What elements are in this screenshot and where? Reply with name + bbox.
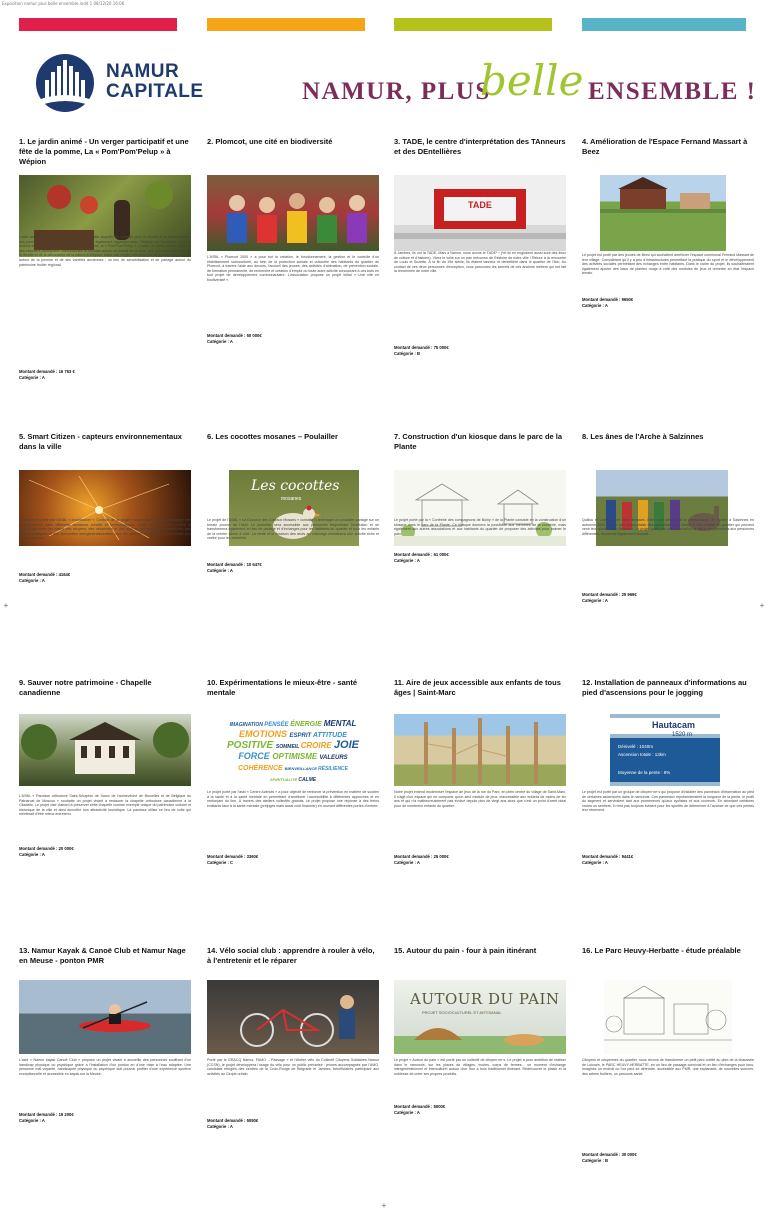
project-category: Catégorie : A <box>582 598 608 603</box>
project-photo-tade <box>394 175 566 251</box>
amount-label: Montant demandé : <box>19 369 58 374</box>
project-category: Catégorie : A <box>207 568 233 573</box>
amount-value: 61 000€ <box>433 552 449 557</box>
crop-mark-icon: + <box>759 601 765 610</box>
project-photo-wordcloud <box>225 714 361 786</box>
wordcloud-word: ATTITUDE <box>312 732 347 739</box>
sign-title: Hautacam <box>652 720 696 730</box>
project-category: Catégorie : A <box>582 303 608 308</box>
amount-value: 4164€ <box>58 572 71 577</box>
project-description: Citoyens et citoyennes du quartier, nous rêvons de transformer un petit parc oublié au pied de la chaussée de Louvain, le PARC HEUVY-HERBATTE, en un lieu de passage convivial et un lieu d'échanges pour tous. Imaginez un endroit où l'on peut se détendre, accessible aux PMR, une esplanade, de nouvelles sources, des arbres fruitiers, un parcours santé. <box>582 1058 754 1076</box>
amount-label: Montant demandé : <box>582 592 621 597</box>
project-category: Catégorie : A <box>19 375 45 380</box>
amount-value: 9650€ <box>621 297 634 302</box>
project-card-8 <box>582 432 754 682</box>
project-title: 1. Le jardin animé - Un verger participatif et une fête de la pomme, La « Pom'Pom'Pelup » à Wépion <box>19 137 189 166</box>
logo-line-namur: NAMUR <box>106 61 180 82</box>
wordcloud-word: COHÉRENCE <box>237 765 285 772</box>
amount-value: 25 969€ <box>621 592 637 597</box>
word-cloud <box>225 714 361 786</box>
kayak-icon <box>19 980 191 1054</box>
project-card-1 <box>19 137 191 407</box>
project-category: Catégorie : A <box>394 558 420 563</box>
project-photo-velo <box>207 980 379 1054</box>
project-title: 16. Le Parc Heuvy-Herbatte - étude préalable <box>582 946 741 955</box>
pain-title: AUTOUR DU PAIN <box>410 990 560 1008</box>
amount-value: 3360€ <box>246 854 259 859</box>
children-group-icon <box>207 175 379 251</box>
amount-value: 9441€ <box>621 854 634 859</box>
project-title: 4. Amélioration de l'Espace Fernand Massart à Beez <box>582 137 748 156</box>
project-card-10 <box>207 678 379 918</box>
wordcloud-word: PENSÉE <box>264 722 291 728</box>
wordcloud-word: ÉNERGIE <box>290 721 324 728</box>
wordcloud-word: CROIRE <box>300 741 334 750</box>
wordcloud-word: CALME <box>298 777 317 783</box>
amount-value: 5000€ <box>433 1104 446 1109</box>
project-card-3 <box>394 137 566 407</box>
amount-value: 5050€ <box>246 1118 259 1123</box>
project-description: Notre projet entend moderniser l'espace de jeux de la rue du Parc, en plein centre du village de Saint-Marc. Il s'agit d'un espace qui ne comporte qu'un seul module de jeux, inaccessible aux enfants de moins de six ans et qui n'a malheureusement pas évolué depuis plus de vingt ans alors que c'est un point d'arrêt idéal pour de nombreux enfants du quartier. <box>394 790 566 808</box>
pain-subtitle: PROJET SOCIOCULTUREL ET ARTISANAL <box>422 1010 502 1015</box>
amount-label: Montant demandé : <box>207 854 246 859</box>
sign-line-1: Dénivelé : 1040m <box>618 744 654 749</box>
project-description: À Jambes, ils ont la TADE. Mais à Namur, nous avons le TADE* ! (*et ils en englobent aussi sont des lieux de culture et d'histoire). Vivez le voile sur un pan méconnu de l'histoire de notre ville ! Retour à la rencontre de Louis et Suzette. À la fin du 19e siècle, ils étaient tanneur et dentellière dans le quartier de l'Ilon. Au contact de ces deux personnes d'exception, vous parcourez les secrets de ces anciens métiers qui ont fait la renommée de notre ville. <box>394 251 566 274</box>
project-category: Catégorie : A <box>207 1124 233 1129</box>
project-photo-playground <box>394 714 566 786</box>
project-title: 2. Plomcot, une cité en biodiversité <box>207 137 333 146</box>
amount-value: 19 200€ <box>58 1112 74 1117</box>
amount-label: Montant demandé : <box>582 1152 621 1157</box>
project-title: 13. Namur Kayak & Canoë Club et Namur Nage en Meuse - ponton PMR <box>19 946 186 965</box>
project-title: 9. Sauver notre patrimoine - Chapelle canadienne <box>19 678 152 697</box>
project-card-12 <box>582 678 754 918</box>
wordcloud-word: JOIE <box>333 739 359 751</box>
wordcloud-word: SOMMEIL <box>275 744 301 750</box>
project-photo-chapelle <box>19 714 191 786</box>
project-title: 14. Vélo social club : apprendre à rouler à vélo, à l'entretenir et le réparer <box>207 946 375 965</box>
wordcloud-word: EMOTIONS <box>239 729 290 739</box>
project-title: 10. Expérimentations le mieux-être - santé mentale <box>207 678 358 697</box>
project-card-7 <box>394 432 566 682</box>
project-description: L'ASBL « Plomcot 2000 » a pour but la création, le fonctionnement, la gestion et le contrôle d'un établissement socioculturel, au sein de la protection sociale et culturelle des habitants du quartier de Plomcot, à travers l'aide aux devoirs, l'accueil des jeunes, des activités d'animation, de prévention sociale, de formation permanente, de recherche et création d'emploi ou toute autre activité concourant à ces buts en tout projet de développement communautaire. L'association propose un projet initial « Une cité en biodiversité ». <box>207 255 379 282</box>
project-category: Catégorie : A <box>207 339 233 344</box>
tade-sign: TADE <box>468 200 492 210</box>
amount-label: Montant demandé : <box>207 1118 246 1123</box>
wordcloud-word: IMAGINATION <box>229 722 265 728</box>
project-title: 5. Smart Citizen - capteurs environnementaux dans la ville <box>19 432 182 451</box>
project-card-9 <box>19 678 191 918</box>
sign-line-2: Ascension totale : 13km <box>618 752 666 757</box>
project-card-2 <box>207 137 379 407</box>
project-category: Catégorie : A <box>394 1110 420 1115</box>
wordcloud-word: FORCE <box>238 751 273 761</box>
amount-label: Montant demandé : <box>394 854 433 859</box>
slogan <box>300 56 757 132</box>
amount-value: 75 000€ <box>433 345 449 350</box>
project-photo-plomcot <box>207 175 379 251</box>
amount-label: Montant demandé : <box>207 333 246 338</box>
wordcloud-word: OPTIMISME <box>272 752 320 761</box>
wordcloud-word: MENTAL <box>323 719 357 728</box>
amount-label: Montant demandé : <box>19 846 58 851</box>
project-card-16 <box>582 946 754 1196</box>
project-description: L'ASBL « Paroisse orthodoxe Saint-Séraphin de Sarov de l'archevêché de Bruxelles et de Belgique du Patriarcat de Moscou » souhaite un projet visant à restaurer la chapelle orthodoxe canadienne à la Citadelle. Le projet vise d'abord à préserver cette chapelle comme exemple unique du patrimoine culturel et historique de la ville et ainsi accroître son attractivité touristique. La paroisse utilise ce lieu de culte qui mériterait d'être mieux entretenu. <box>19 794 191 817</box>
sign-altitude: 1520 m <box>672 732 693 738</box>
project-title: 7. Construction d'un kiosque dans le parc de la Plante <box>394 432 563 451</box>
amount-label: Montant demandé : <box>19 1112 58 1117</box>
color-bar-orange <box>207 18 365 31</box>
project-description: L'asbl wépionnaise « Le Jardin animé » souhaite acquérir du matériel pour la récolte et la transformation des pommes du verger. L'association scolaire également organiser avec "Wépion en Transition" d'autres actions et activités locales, une fête de la pomme, la « Pom'Pom'Pelup ». L'asbl, Le Jardin Animé organise des chantiers participatifs intersectoriels et inclusifs autour du travail de la terre, des soins aux animaux, de la récolte et de la découverte de la nature à Wépion. Dans son verger, elle accueille de jeunes de tous âges autour de la pomme et de ses variétés anciennes ; un lieu de sensibilisation et de partage autour du patrimoine fruitier régional. <box>19 235 191 267</box>
slogan-part-1: NAMUR, PLUS <box>302 78 491 105</box>
project-category: Catégorie : A <box>582 860 608 865</box>
project-card-6 <box>207 432 379 682</box>
project-description: Le projet porté par l'asbl « Centre Azimuts » a pour objectif de renforcer la prévention en matière de soutien à la santé et à la santé mentale en permettant d'améliorer l'accessibilité à différentes approches et en renforçant du lien. À travers des ateliers collectifs gratuits, ce projet propose une réponse à des freins existants face à la santé mentale (préjugés mais aussi coût financier) en ouvrant différentes portes d'entrée. <box>207 790 379 808</box>
project-card-13 <box>19 946 191 1196</box>
project-description: Le projet de l'ASBL « La Douceur des Coteaux Mosans » consiste à aménager un poulailler partagé sur un terrain proche de l'asbl. Le poulailler sera accessible aux personnes fréquentant l'institution et se transformera également en lieu de partage et d'échanges pour les habitants du quartier et pour les enfants de la crèche située à côté. La vente et la livraison des œufs au voisinage constituera une activité riche et variée pour les résidents. <box>207 518 379 541</box>
project-description: L'asbl « Namur kayak Canoë Club » propose un projet visant à accueillir des personnes souffrant d'un handicap physique ou psychique grâce à l'installation d'un ponton en d'une mise à l'eau adaptée. Une personne mal voyante, handicapée physique ou psychique doit pouvoir profiter d'une expérience sportive exceptionnelle et accessible en kayak sur la Meuse. <box>19 1058 191 1076</box>
project-description: Quillou et Lucette sont deux ânesses. Elles sont arrivées à la communauté de l'Arche à Salzinnes en automne 2020 pour le plus grand plaisir des personnes qui y vivent et des enfants du quartier qui peuvent venir leur rendre visite librement. Le projet, porté par une association de fait et de personnes aux personnes différentes, recherche également l'accueil... <box>582 518 754 536</box>
amount-label: Montant demandé : <box>394 345 433 350</box>
color-bar-red <box>19 18 177 31</box>
project-photo-kayak <box>19 980 191 1054</box>
project-description: Le projet porté par la « Confrérie des compagnons de Bulny » de la Plante consiste en la construction d'un kiosque dans le parc de la Plante. Ce kiosque donnera la possibilité aux membres de la confrérie, mais également aux autres associations et aux habitants du quartier de proposer des activités pour animer le parc. <box>394 518 566 536</box>
park-sketch-icon <box>604 980 732 1054</box>
logo-wordmark <box>106 62 204 102</box>
amount-value: 50 000€ <box>246 333 262 338</box>
project-photo-pain <box>394 980 566 1054</box>
amount-label: Montant demandé : <box>582 854 621 859</box>
castle-emblem-icon <box>32 50 102 112</box>
wordcloud-word: POSITIVE <box>227 740 276 751</box>
project-title: 12. Installation de panneaux d'informations au pied d'ascensions pour le jogging <box>582 678 747 697</box>
project-card-15 <box>394 946 566 1196</box>
project-card-4 <box>582 137 754 407</box>
project-card-11 <box>394 678 566 918</box>
project-title: 11. Aire de jeux accessible aux enfants de tous âges | Saint-Marc <box>394 678 561 697</box>
project-title: 8. Les ânes de l'Arche à Salzinnes <box>582 432 704 441</box>
slogan-part-3: ENSEMBLE ! <box>588 78 757 105</box>
amount-value: 20 000€ <box>58 846 74 851</box>
project-title: 3. TADE, le centre d'interprétation des TAnneurs et des DEntellières <box>394 137 566 156</box>
slogan-part-belle: belle <box>480 56 584 105</box>
project-description: Porté par le GRACQ Namur, FAMO – Passage » et l'Atelier vélo du Collectif Citoyens Solidaires Namur (CCSN), le projet développera l'usage du vélo pour un public précarisé : jeunes accompagnés par l'AMO, candidats réfugiés des centres de la Croix-Rouge de Belgrade et Jambes, bénéficiaires participant aux activités au Cirque urbain. <box>207 1058 379 1076</box>
bicycle-workshop-icon <box>207 980 379 1054</box>
wordcloud-word: BIENVEILLANCE <box>284 766 318 771</box>
amount-label: Montant demandé : <box>19 572 58 577</box>
project-category: Catégorie : C <box>207 860 234 865</box>
amount-label: Montant demandé : <box>394 552 433 557</box>
project-description: Le projet est porté par un groupe de citoyen·ne·s qui propose d'installer des panneaux d'information au pied de certaines ascensions dans le namurois. Ces panneaux représenteraient la longueur de la pente, le profil du segment et serviraient tant aux promeneurs qu'aux cyclistes et aux coureurs. En abordant certaines routes ou sentiers, il n'est pas toujours évident pour les sportifs de déterminer à l'avance ce que ces pentes leur réservent. <box>582 790 754 813</box>
amount-label: Montant demandé : <box>207 562 246 567</box>
wordcloud-word: ESPRIT <box>289 733 313 739</box>
logo-line-capitale: CAPITALE <box>106 81 204 102</box>
print-header-note: Exposition namur plus belle ensemble.indd 1 08/12/20 16:06 <box>2 1 125 6</box>
amount-value: 10 647€ <box>246 562 262 567</box>
project-category: Catégorie : A <box>19 852 45 857</box>
project-card-5 <box>19 432 191 682</box>
amount-value: 30 000€ <box>621 1152 637 1157</box>
color-bar-green <box>394 18 552 31</box>
crop-mark-icon: + <box>3 601 9 610</box>
climbing-poles-icon <box>394 714 566 786</box>
village-field-icon <box>600 175 726 251</box>
wordcloud-word: RÉSILIENCE <box>318 766 349 772</box>
color-bar-teal <box>582 18 746 31</box>
building-render-icon <box>394 175 566 251</box>
amount-value: 25 000€ <box>433 854 449 859</box>
project-category: Catégorie : B <box>582 1158 609 1163</box>
project-category: Catégorie : A <box>19 578 45 583</box>
project-category: Catégorie : B <box>394 351 421 356</box>
project-photo-parc-sketch <box>604 980 732 1054</box>
project-card-14 <box>207 946 379 1196</box>
cocottes-title: Les cocottes <box>251 478 340 494</box>
project-category: Catégorie : A <box>394 860 420 865</box>
project-title: 15. Autour du pain - four à pain itinérant <box>394 946 537 955</box>
wordcloud-word: VALEURS <box>319 755 348 761</box>
chapel-icon <box>19 714 191 786</box>
amount-label: Montant demandé : <box>394 1104 433 1109</box>
project-description: Le projet est porté par des jeunes de Beez qui souhaitent améliorer l'espace communal Fernand Massart de leur village. Considérant qu'il y a peu d'infrastructures permettant la pratique du sport et le développement des activités sociales permettant des échanges entre habitants. Dans le cadre du projet, ils souhaiteraient également ajouter des bacs de plantes rouge à côté des modules de jeux et remettre en état l'espace terrain. <box>582 253 754 276</box>
crop-mark-icon: + <box>381 1201 387 1210</box>
project-title: 6. Les cocottes mosanes – Poulailler <box>207 432 338 441</box>
sign-line-3: Moyenne de la pente : 8% <box>618 770 671 775</box>
amount-label: Montant demandé : <box>582 297 621 302</box>
project-description: Le projet « Autour du pain » est porté par un collectif de citoyen·ne·s. Le projet a pour ambition de réaliser dans le namurois, sur les places de villages, écoles, corps de fermes... un moment d'échange intergénérationnel et interculturel autour d'un four à bois traditionnel itinérant. Redécouvrir le plaisir et la noblesse de créer ses propres produits. <box>394 1058 566 1076</box>
project-description: Le projet est porté par l'ASBL « Incubhacker », Collectif de ce projet « smart citizen » est de partager des connaissances dans différents domaines créatifs et technologiques. L'asbl souhaite ainsi mettre la technologie entre les mains des citoyens, des citoyennes et des asbl en fournissant des formations, des ateliers pratiques et des rencontres intergénérationnelles pour les amener à connaître et découvrir leur environnement. <box>19 518 191 541</box>
cocottes-subtitle: mosanes <box>281 496 302 502</box>
project-photo-hautacam-sign <box>610 714 720 786</box>
project-photo-beez <box>600 175 726 251</box>
wordcloud-word: SPIRITUALITÉ <box>269 777 299 782</box>
amount-value: 16 763 € <box>58 369 75 374</box>
project-category: Catégorie : A <box>19 1118 45 1123</box>
